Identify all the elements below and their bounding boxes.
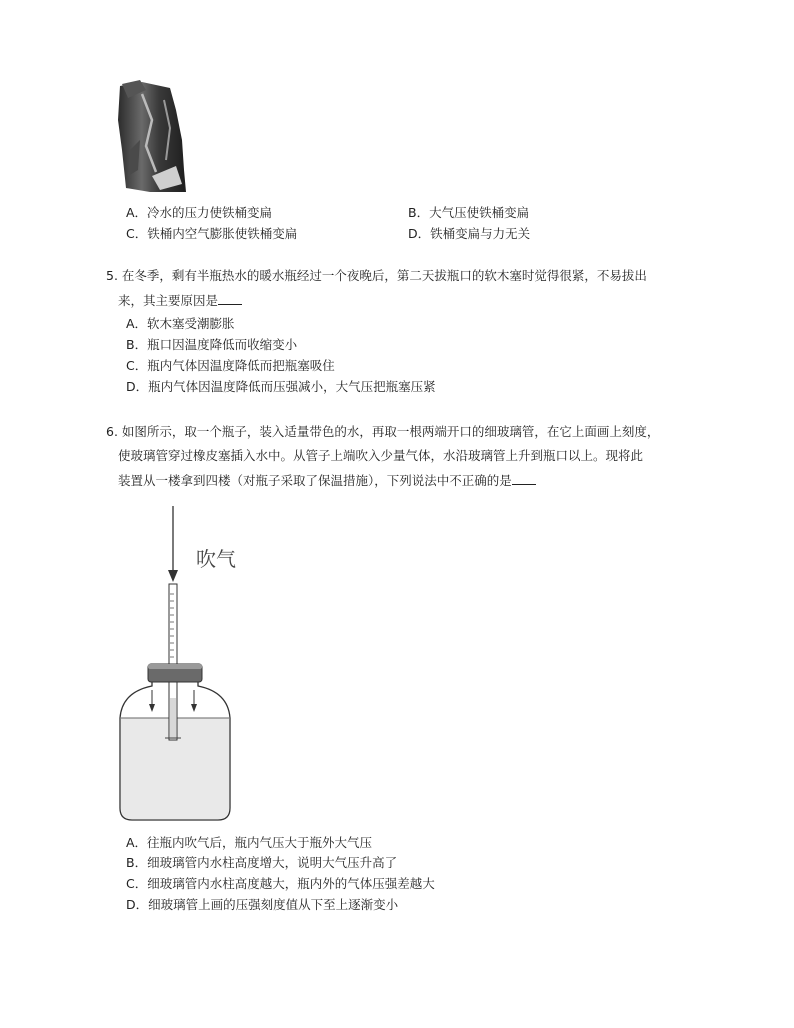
q5-option-d: D．瓶内气体因温度降低而压强减小，大气压把瓶塞压紧	[126, 379, 436, 394]
q6-option-c: C．细玻璃管内水柱高度越大，瓶内外的气体压强差越大	[126, 876, 435, 891]
q6-stem-line2: 使玻璃管穿过橡皮塞插入水中。从管子上端吹入少量气体，水沿玻璃管上升到瓶口以上。现将此	[118, 448, 644, 463]
q4-option-b: B．大气压使铁桶变扁	[408, 205, 530, 220]
q4-option-a: A．冷水的压力使铁桶变扁	[126, 205, 273, 220]
q4-option-c: C．铁桶内空气膨胀使铁桶变扁	[126, 226, 298, 241]
q5-option-a: A．软木塞受潮膨胀	[126, 316, 235, 331]
bottle-apparatus-figure	[110, 498, 270, 830]
answer-blank	[218, 292, 242, 305]
q5-stem-line1: 5. 在冬季，剩有半瓶热水的暖水瓶经过一个夜晚后，第二天拔瓶口的软木塞时觉得很紧，不易拔出	[106, 268, 647, 283]
blow-air-label: 吹气	[196, 547, 236, 571]
q6-stem-line3-text: 装置从一楼拿到四楼（对瓶子采取了保温措施），下列说法中不正确的是	[118, 473, 512, 488]
q5-stem-line2-text: 来，其主要原因是	[118, 293, 219, 308]
q5-option-b: B．瓶口因温度降低而收缩变小	[126, 337, 298, 352]
crushed-iron-can-image	[112, 80, 192, 196]
q5-option-c: C．瓶内气体因温度降低而把瓶塞吸住	[126, 358, 335, 373]
q4-option-d: D．铁桶变扁与力无关	[408, 226, 531, 241]
q6-option-b: B．细玻璃管内水柱高度增大，说明大气压升高了	[126, 855, 398, 870]
q6-stem-line3	[118, 472, 536, 489]
q6-stem-line1: 6. 如图所示，取一个瓶子，装入适量带色的水，再取一根两端开口的细玻璃管，在它上面画上刻度，	[106, 424, 660, 439]
q5-stem-line2	[118, 292, 242, 309]
q6-option-d: D．细玻璃管上画的压强刻度值从下至上逐渐变小	[126, 897, 399, 912]
q6-option-a: A．往瓶内吹气后，瓶内气压大于瓶外大气压	[126, 835, 373, 850]
answer-blank	[512, 472, 536, 485]
